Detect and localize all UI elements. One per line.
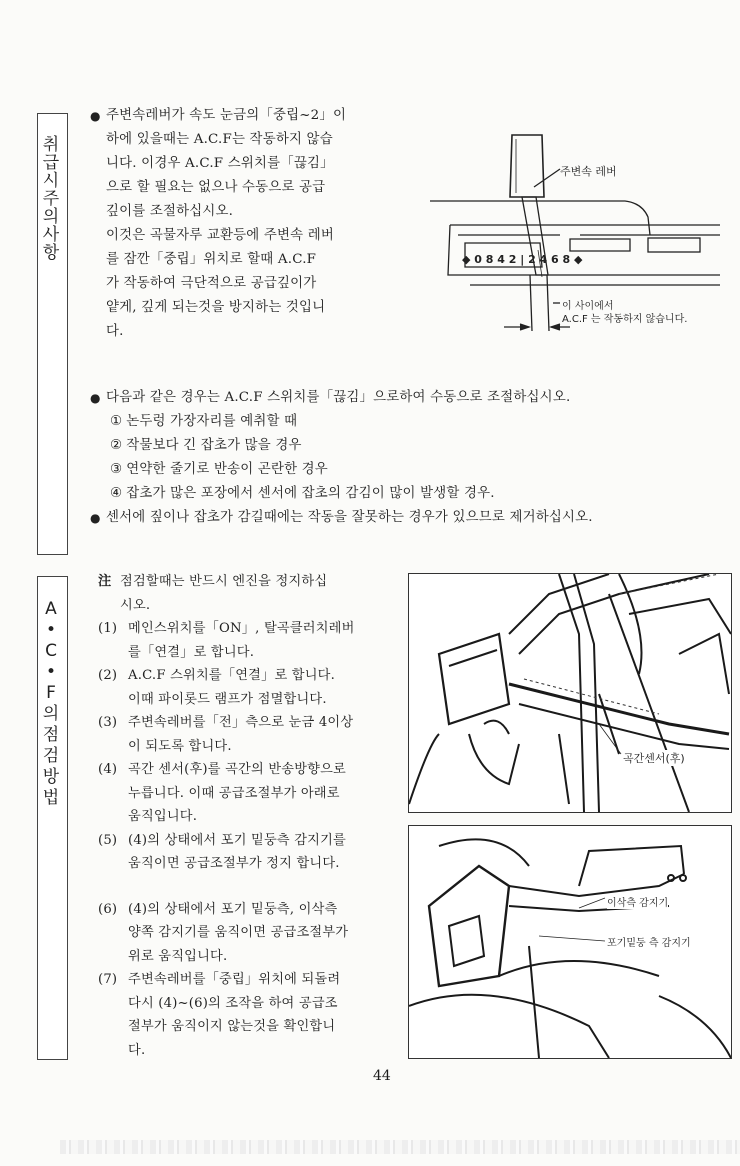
inspection-steps <box>98 570 398 1062</box>
text-line: 하에 있을때는 A.C.F는 작동하지 않습 <box>106 132 333 147</box>
culm-sensor-label: 곡간센서(후) <box>623 752 685 765</box>
case-item: ④ 잡초가 많은 포장에서 센서에 잡초의 감김이 많이 발생할 경우. <box>110 486 495 501</box>
ear-base-sensor-figure <box>408 825 732 1059</box>
text-line: 깊이를 조절하십시오. <box>106 204 234 219</box>
note-block: 注 점검할때는 반드시 엔진을 정지하십 시오. <box>98 570 398 617</box>
shift-lever-figure <box>420 125 730 335</box>
culm-sensor-figure <box>408 573 732 813</box>
step-item: (1) 메인스위치를「ON」, 탈곡클러치레버 를「연결」로 합니다. <box>98 621 355 660</box>
step-item: (5) (4)의 상태에서 포기 밑둥측 감지기를 움직이면 공급조절부가 정지 합니다. <box>98 832 346 871</box>
case-item: ② 작물보다 긴 잡초가 많을 경우 <box>110 438 302 453</box>
step-item: (3) 주변속레버를「전」측으로 눈금 4이상 이 되도록 합니다. <box>98 715 354 754</box>
handling-caution-label: 취 급 시 주 의 사 항 <box>42 135 60 263</box>
step-item: (2) A.C.F 스위치를「연결」로 합니다. 이때 파이롯드 램프가 점멸합니다. <box>98 668 336 707</box>
text-line: 센서에 짚이나 잡초가 감길때에는 작동을 잘못하는 경우가 있으므로 제거하십시오. <box>106 510 593 525</box>
text-line: 주변속레버가 속도 눈금의「중립~2」이 <box>106 108 347 123</box>
text-line: 으로 할 필요는 없으나 수동으로 공급 <box>106 180 326 195</box>
culm-sensor-drawing <box>409 574 731 812</box>
text-line: 얕게, 깊게 되는것을 방지하는 것입니 <box>106 300 326 315</box>
gap-note-line1: 이 사이에서 <box>562 301 614 312</box>
case-item: ① 논두렁 가장자리를 예취할 때 <box>110 414 298 429</box>
lever-caution-paragraph <box>90 104 390 344</box>
case-list <box>110 410 710 506</box>
text-line: 니다. 이경우 A.C.F 스위치를「끊김」 <box>106 156 334 171</box>
bullet: ● <box>90 511 101 525</box>
lever-label: 주변속 레버 <box>560 165 617 178</box>
acf-inspection-label-box <box>37 576 68 1060</box>
bullet: ● <box>90 391 101 405</box>
page-number: 44 <box>373 1068 391 1084</box>
scale-markings: ◆ 0 8 4 2 | 2 4 6 8 ◆ <box>462 253 583 266</box>
text-line: 다음과 같은 경우는 A.C.F 스위치를「끊김」으로하여 수동으로 조절하십시오. <box>106 390 571 405</box>
scan-footer-strip <box>60 1140 740 1154</box>
acf-inspection-label: A • C • F 의 점 검 방 법 <box>42 599 60 808</box>
manual-adjust-paragraph <box>90 386 710 530</box>
ear-sensor-label: 이삭측 감지기 <box>607 894 668 909</box>
text-line: 가 작동하여 극단적으로 공급깊이가 <box>106 276 317 291</box>
case-item: ③ 연약한 줄기로 반송이 곤란한 경우 <box>110 462 328 477</box>
text-line: 다. <box>106 324 124 339</box>
step-item: (6) (4)의 상태에서 포기 밑둥측, 이삭측 양쪽 감지기를 움직이면 공급조절부가 위로 움직입니다. <box>98 901 349 964</box>
note-prefix: 注 <box>98 574 112 589</box>
bullet: ● <box>90 109 101 123</box>
text-line: 를 잠깐「중립」위치로 할때 A.C.F <box>106 252 317 267</box>
base-sensor-label: 포기밑둥 측 감지기 <box>607 934 691 949</box>
text-line: 이것은 곡물자루 교환등에 주변속 레버 <box>106 228 334 243</box>
handling-caution-label-box <box>37 113 68 555</box>
step-item: (4) 곡간 센서(후)를 곡간의 반송방향으로 누릅니다. 이때 공급조절부가 아래로 움직입니다. <box>98 762 346 824</box>
step-item: (7) 주변속레버를「중립」위치에 되돌려 다시 (4)~(6)의 조작을 하여 공급조 절부가 움직이지 않는것을 확인합니 다. <box>98 972 341 1058</box>
gap-note-line2: A.C.F 는 작동하지 않습니다. <box>562 314 688 325</box>
